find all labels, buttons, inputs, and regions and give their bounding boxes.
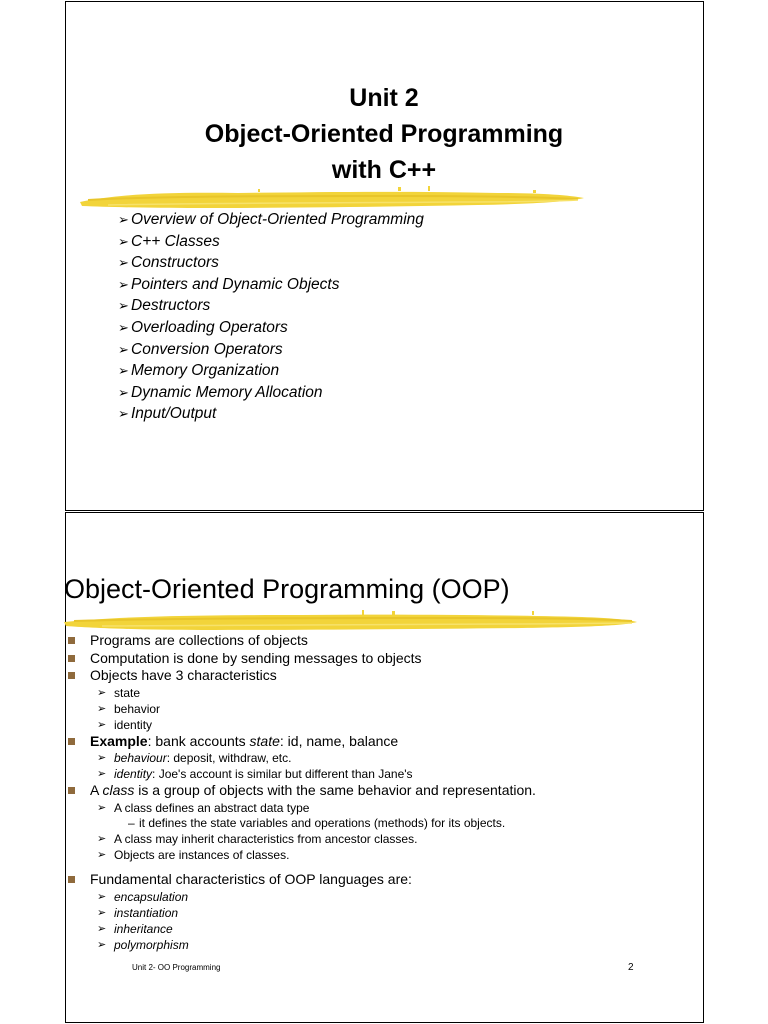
dash-bullet-icon: – — [128, 815, 135, 830]
arrow-bullet-icon: ➢ — [97, 907, 107, 920]
sub-bullet-item: ➢ A class defines an abstract data type — [97, 800, 310, 815]
arrow-bullet-icon: ➢ — [118, 341, 129, 357]
list-item: ➢ Input/Output — [118, 403, 424, 425]
bullet-item: Objects have 3 characteristics — [67, 667, 627, 685]
sub-bullet-item: ➢ polymorphism — [97, 938, 189, 953]
bullet-item: Example: bank accounts state: id, name, balance — [67, 733, 627, 751]
arrow-bullet-icon: ➢ — [118, 319, 129, 335]
title-line: with C++ — [331, 156, 437, 184]
sub-bullet-item: ➢ behavior — [97, 701, 161, 716]
sub-bullet-item: ➢ identity — [97, 717, 153, 732]
arrow-bullet-icon: ➢ — [118, 212, 129, 227]
sub-bullet-item: ➢ A class may inherit characteristics from ancestor classes. — [97, 832, 418, 847]
page-number: 2 — [628, 962, 634, 973]
title-line: Object-Oriented Programming — [204, 120, 564, 148]
list-item: ➢ Overview of Object-Oriented Programming — [118, 209, 424, 231]
sub-bullet-item: ➢ Objects are instances of classes. — [97, 848, 290, 863]
list-item: ➢ Destructors — [118, 295, 424, 317]
arrow-bullet-icon: ➢ — [118, 406, 129, 422]
list-item: ➢ Pointers and Dynamic Objects — [118, 274, 424, 296]
arrow-bullet-icon: ➢ — [97, 686, 107, 699]
sub-bullet-item: ➢ encapsulation — [97, 890, 189, 905]
bullet-item: Programs are collections of objects — [67, 632, 627, 650]
sub-bullet-item: ➢ state — [97, 685, 141, 700]
slide-2-title: Object-Oriented Programming (OOP) — [64, 574, 510, 604]
slide-footer: Unit 2- OO Programming — [132, 963, 221, 972]
slide-2-body — [67, 632, 627, 953]
arrow-bullet-icon: ➢ — [97, 939, 107, 952]
sub-bullet-item: ➢ inheritance — [97, 922, 173, 937]
list-item: ➢ Memory Organization — [118, 360, 424, 382]
arrow-bullet-icon: ➢ — [118, 363, 129, 379]
arrow-bullet-icon: ➢ — [97, 891, 107, 904]
square-bullet-icon — [68, 738, 75, 745]
arrow-bullet-icon: ➢ — [97, 768, 107, 781]
arrow-bullet-icon: ➢ — [118, 384, 129, 400]
arrow-bullet-icon: ➢ — [97, 849, 107, 862]
square-bullet-icon — [68, 637, 75, 644]
arrow-bullet-icon: ➢ — [97, 833, 107, 846]
list-item: ➢ Constructors — [118, 252, 424, 274]
bullet-item: A class is a group of objects with the same behavior and representation. — [67, 782, 627, 800]
arrow-bullet-icon: ➢ — [97, 801, 107, 814]
square-bullet-icon — [68, 876, 75, 883]
arrow-bullet-icon: ➢ — [97, 718, 107, 731]
bullet-item: Fundamental characteristics of OOP languages are: — [67, 871, 627, 889]
square-bullet-icon — [68, 672, 75, 679]
bullet-item: Computation is done by sending messages to objects — [67, 650, 627, 668]
title-line: Unit 2 — [349, 84, 419, 112]
list-item: ➢ C++ Classes — [118, 231, 424, 253]
slide-1-title — [0, 80, 768, 188]
arrow-bullet-icon: ➢ — [97, 702, 107, 715]
list-item: ➢ Conversion Operators — [118, 339, 424, 361]
arrow-bullet-icon: ➢ — [118, 233, 129, 249]
sub-bullet-item: ➢ behaviour: deposit, withdraw, etc. — [97, 751, 292, 766]
sub-bullet-item: ➢ identity: Joe's account is similar but different than Jane's — [97, 767, 413, 782]
arrow-bullet-icon: ➢ — [118, 298, 129, 314]
arrow-bullet-icon: ➢ — [97, 923, 107, 936]
arrow-bullet-icon: ➢ — [97, 752, 107, 765]
square-bullet-icon — [68, 787, 75, 794]
sub-sub-bullet-item: – it defines the state variables and operations (methods) for its objects. — [128, 815, 506, 830]
list-item: ➢ Overloading Operators — [118, 317, 424, 339]
list-item: ➢ Dynamic Memory Allocation — [118, 382, 424, 404]
square-bullet-icon — [68, 655, 75, 662]
sub-bullet-item: ➢ instantiation — [97, 906, 179, 921]
topic-outline-list — [118, 209, 424, 425]
arrow-bullet-icon: ➢ — [118, 276, 129, 292]
arrow-bullet-icon: ➢ — [118, 255, 129, 271]
